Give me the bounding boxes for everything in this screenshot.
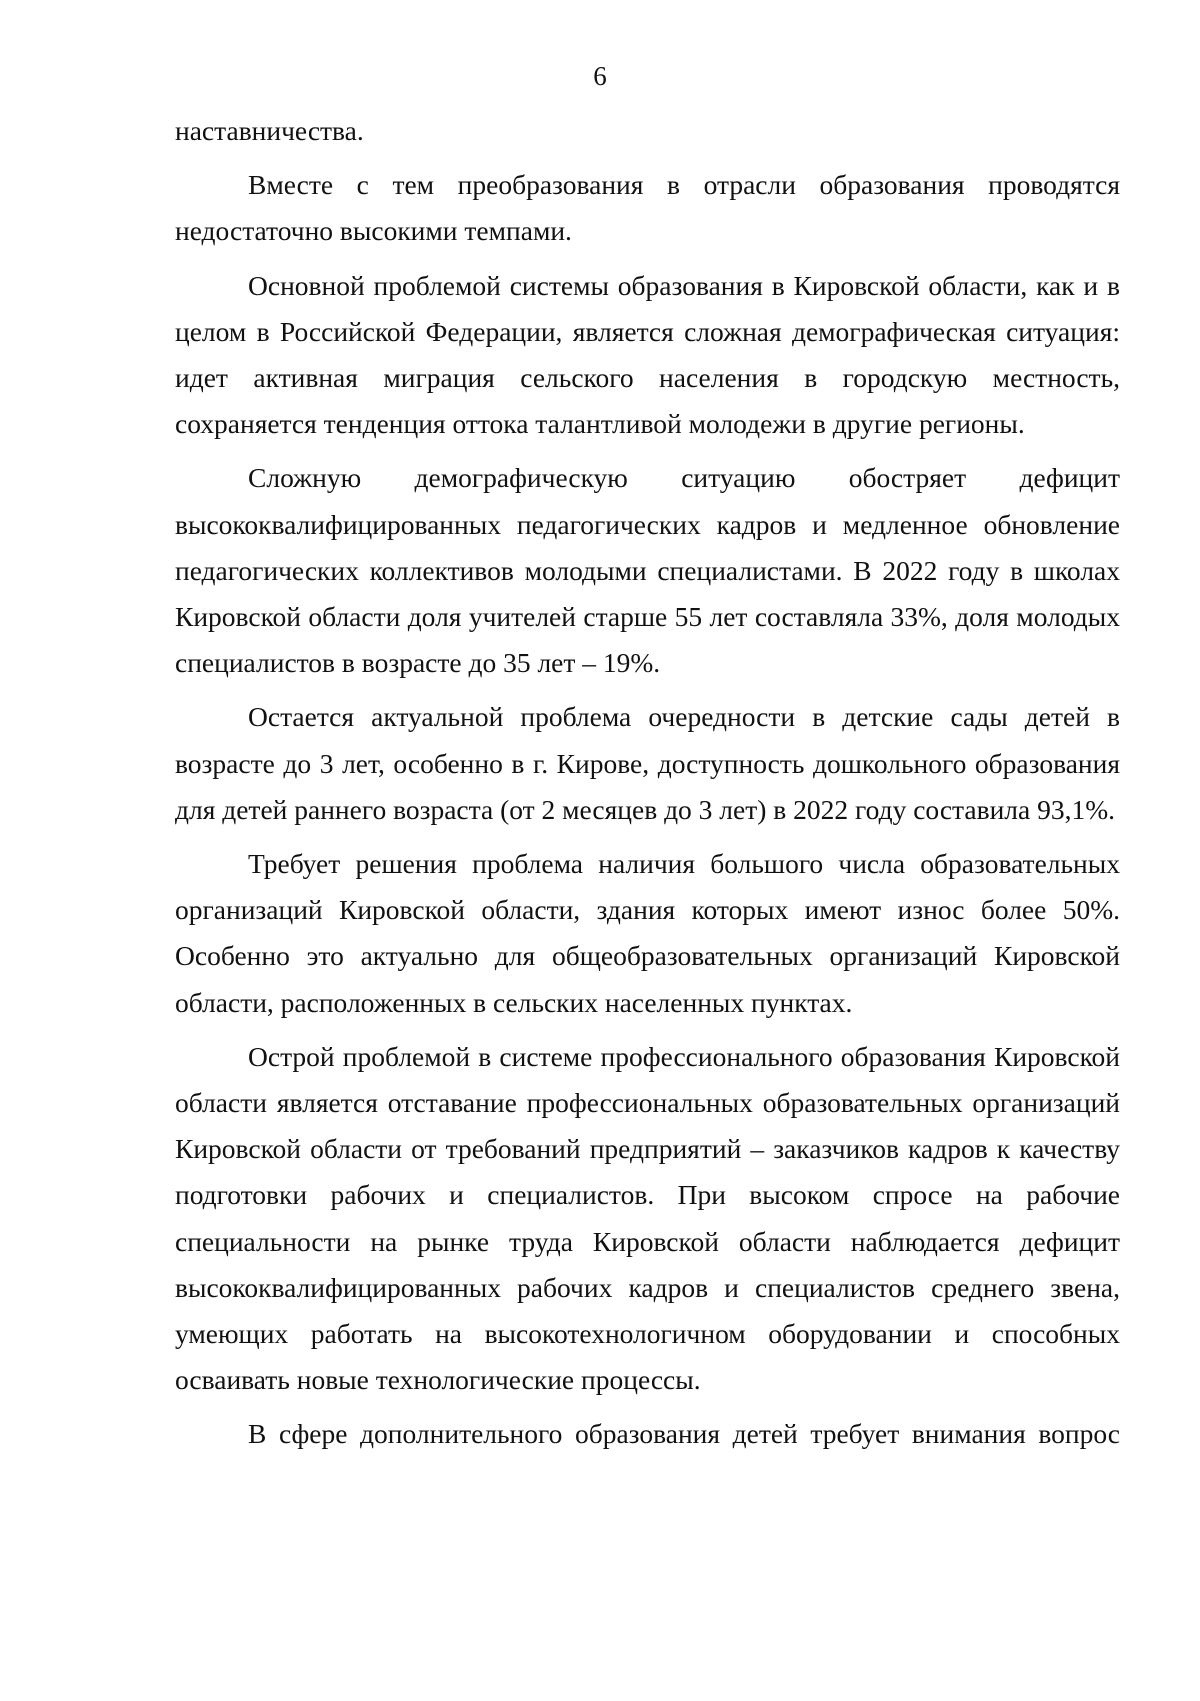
- paragraph: Основной проблемой системы образования в Кировской области, как и в целом в Российской Федерации, является сложная демографическая ситуация: идет активная миграция сельского населения в городскую местность, сохраняется тенденция оттока талантливой молодежи в другие регионы.: [175, 269, 1120, 440]
- paragraph: Остается актуальной проблема очередности в детские сады детей в возрасте до 3 лет, особенно в г. Кирове, доступность дошкольного образования для детей раннего возраста (от 2 месяцев до 3 лет) в 2022 году составила 93,1%.: [175, 701, 1120, 825]
- paragraph: Вместе с тем преобразования в отрасли образования проводятся недостаточно высокими темпами.: [175, 169, 1120, 247]
- paragraph: Требует решения проблема наличия большого числа образовательных организаций Кировской области, здания которых имеют износ более 50%. Особенно это актуально для общеобразовательных организаций Кировской области, расположенных в сельских населенных пунктах.: [175, 848, 1120, 1018]
- paragraph: Острой проблемой в системе профессионального образования Кировской области является отставание профессиональных образовательных организаций Кировской области от требований предприятий – заказчиков кадров к качеству подготовки рабочих и специалистов. При высоком спросе на рабочие специальности на рынке труда Кировской области наблюдается дефицит высококвалифицированных рабочих кадров и специалистов среднего звена, умеющих работать на высокотехнологичном оборудовании и способных осваивать новые технологические процессы.: [175, 1040, 1120, 1396]
- paragraph: Сложную демографическую ситуацию обостряет дефицит высококвалифицированных педагогических кадров и медленное обновление педагогических коллективов молодыми специалистами. В 2022 году в школах Кировской области доля учителей старше 55 лет составляла 33%, доля молодых специалистов в возрасте до 35 лет – 19%.: [175, 462, 1120, 679]
- paragraph-continuation: наставничества.: [175, 115, 364, 146]
- paragraph-truncated: В сфере дополнительного образования детей требует внимания вопрос: [248, 1418, 1120, 1450]
- page-number: 6: [593, 61, 607, 91]
- document-body: [175, 108, 1120, 1466]
